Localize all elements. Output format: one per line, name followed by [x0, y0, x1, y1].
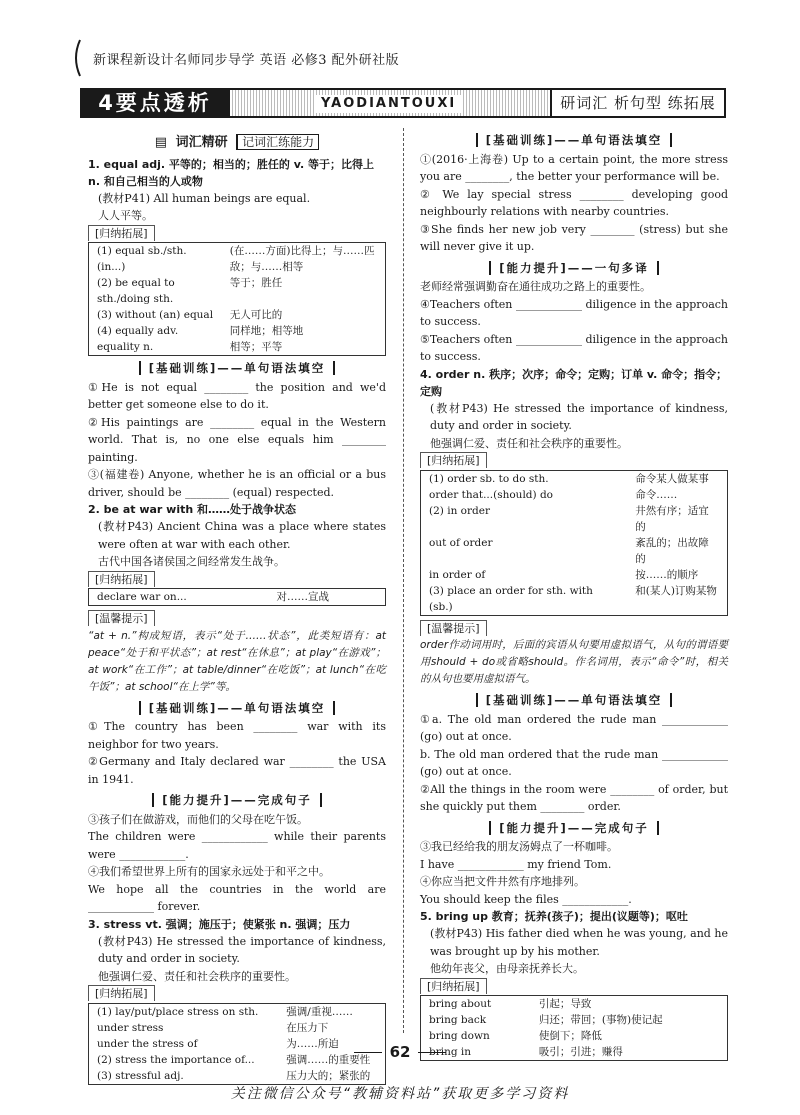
- train-heading: [420, 692, 728, 710]
- table-cell: equality n.: [97, 341, 154, 353]
- train-heading: [420, 260, 728, 278]
- exercise: ③She finds her new job very ________ (stress) but she will never give it up.: [420, 222, 728, 253]
- example-en: (教材P43) Ancient China was a place where states were often at war with each other.: [98, 520, 386, 551]
- decorative-curve: [70, 38, 84, 78]
- train-label: [基础训练]——单句语法填空: [139, 361, 336, 375]
- table-cell: 和(某人)订购某物: [635, 584, 717, 597]
- footer-note: 关注微信公众号“教辅资料站”获取更多学习资料: [230, 1086, 570, 1102]
- tag-label: [归纳拓展]: [88, 225, 155, 241]
- table-cell: 吸引；引进；赚得: [538, 1046, 623, 1058]
- example-en: (教材P43) He stressed the importance of kindness, duty and order in society.: [430, 401, 728, 432]
- train-heading: [88, 360, 386, 378]
- exercise: ③(福建卷) Anyone, whether he is an official or a bus driver, should be ________ (equal) respected.: [88, 468, 386, 499]
- exercise: ④Teachers often ____________ diligence in the approach to success.: [420, 297, 728, 328]
- exercise: ①He is not equal ________ the position and we'd better get someone else to do it.: [88, 380, 386, 411]
- exercise: You should keep the files ____________.: [420, 892, 632, 906]
- item-head: 2. be at war with 和……处于战争状态: [88, 503, 297, 516]
- item-head: 1. equal adj. 平等的；相当的；胜任的 v. 等于；比得上 n. 和自己相当的人或物: [88, 157, 375, 188]
- table-cell: (3) place an order for sth. with (sb.): [429, 584, 593, 613]
- item-equal: [88, 156, 386, 502]
- exercise: ② We lay special stress ________ developing good neighbourly relations with nearby countries.: [420, 187, 728, 218]
- page-number: 62: [0, 1044, 800, 1062]
- book-icon: ▤: [154, 135, 168, 150]
- section-subtitle: 记词汇练能力: [236, 134, 319, 150]
- item-head: 5. bring up 教育；抚养(孩子)；提出(议题等)；呕吐: [420, 910, 688, 923]
- exercise: ④你应当把文件井然有序地排列。: [420, 875, 585, 888]
- table-cell: (在……方面)比得上；与……匹敌；与……相等: [229, 245, 375, 273]
- table-cell: 对……宣战: [276, 591, 330, 603]
- exercise: ①a. The old man ordered the rude man ____________ (go) out at once.: [420, 712, 728, 743]
- example-cn: 古代中国各诸侯国之间经常发生战争。: [98, 555, 285, 568]
- example-cn: 人人平等。: [98, 209, 153, 222]
- item-order: [420, 366, 728, 909]
- expansion-table: [88, 242, 386, 356]
- exercise-cn: 老师经常强调勤奋在通往成功之路上的重要性。: [420, 280, 651, 293]
- table-cell: (3) without (an) equal: [97, 309, 214, 321]
- train-label: [能力提升]——完成句子: [489, 821, 659, 835]
- table-cell: (1) equal sb./sth. (in...): [97, 245, 187, 273]
- tag-label: [归纳拓展]: [420, 978, 487, 994]
- table-cell: 按……的顺序: [635, 568, 699, 581]
- train-label: [能力提升]——完成句子: [152, 793, 322, 807]
- exercise: ①(2016·上海卷) Up to a certain point, the more stress you are ________, the better your performance will be.: [420, 152, 728, 183]
- example-cn: 他强调仁爱、责任和社会秩序的重要性。: [430, 436, 628, 450]
- item-head: 3. stress vt. 强调；施压于；使紧张 n. 强调；压力: [88, 917, 351, 931]
- banner-subtitle: 研词汇 析句型 练拓展: [550, 88, 726, 118]
- table-cell: (2) stress the importance of...: [97, 1053, 255, 1066]
- train-heading: [88, 700, 386, 718]
- table-cell: 同样地；相等地: [229, 325, 304, 337]
- table-cell: 为……所迫: [286, 1037, 339, 1050]
- table-cell: 使倒下；降低: [538, 1030, 602, 1042]
- section-title: 词汇精研: [175, 135, 228, 150]
- table-cell: 相等；平等: [229, 341, 283, 353]
- table-cell: bring down: [429, 1030, 490, 1042]
- table-cell: order that...(should) do: [429, 488, 553, 501]
- section-banner: [80, 88, 726, 118]
- table-cell: 紊乱的；出故障的: [635, 536, 709, 565]
- table-cell: 在压力下: [286, 1021, 329, 1034]
- tip-text: order作动词用时，后面的宾语从句要用虚拟语气，从句的谓语要用should + do或省略should。作名词用，表示“命令”时，相关的从句也要用虚拟语气。: [420, 639, 728, 685]
- table-cell: in order of: [429, 568, 486, 581]
- train-label: [基础训练]——单句语法填空: [139, 701, 336, 715]
- table-cell: bring in: [429, 1046, 472, 1058]
- table-cell: 命令……: [635, 488, 678, 501]
- banner-pinyin: YAODIANTOUXI: [315, 95, 462, 113]
- train-heading: [420, 820, 728, 838]
- running-header: 新课程新设计名师同步导学 英语 必修3 配外研社版: [93, 53, 400, 68]
- table-cell: 命令某人做某事: [635, 472, 709, 485]
- table-cell: (1) order sb. to do sth.: [429, 472, 549, 485]
- train-heading: [88, 792, 386, 810]
- exercise: We hope all the countries in the world are ____________ forever.: [88, 882, 386, 913]
- table-cell: (4) equally adv.: [97, 325, 179, 337]
- example-en: (教材P43) His father died when he was young, and he was brought up by his mother.: [430, 927, 728, 958]
- item-bring-up: [420, 908, 728, 1061]
- tag-label: [归纳拓展]: [88, 571, 155, 587]
- right-column: [420, 128, 728, 1065]
- table-cell: 引起；导致: [538, 998, 592, 1010]
- banner-pinyin-strip: [230, 88, 550, 118]
- table-cell: (2) in order: [429, 504, 490, 517]
- example-cn: 他强调仁爱、责任和社会秩序的重要性。: [98, 969, 296, 983]
- example-cn: 他幼年丧父，由母亲抚养长大。: [430, 962, 584, 975]
- train-label: [能力提升]——一句多译: [489, 261, 659, 275]
- banner-title: 4要点透析: [80, 88, 230, 118]
- train-heading: [420, 132, 728, 150]
- section-heading: [88, 134, 386, 152]
- exercise: ③孩子们在做游戏，而他们的父母在吃午饭。: [88, 812, 308, 826]
- example-en: (教材P43) He stressed the importance of kindness, duty and order in society.: [98, 934, 386, 965]
- item-head: 4. order n. 秩序；次序；命令；定购；订单 v. 命令；指令；定购: [420, 367, 728, 398]
- tag-label: [归纳拓展]: [88, 985, 155, 1001]
- table-cell: (1) lay/put/place stress on sth.: [97, 1005, 259, 1018]
- train-label: [基础训练]——单句语法填空: [476, 133, 673, 147]
- table-cell: (2) be equal to sth./doing sth.: [97, 277, 175, 305]
- table-cell: under the stress of: [97, 1037, 198, 1050]
- left-column: [88, 128, 386, 1089]
- table-cell: out of order: [429, 536, 493, 549]
- tag-label: [归纳拓展]: [420, 452, 487, 468]
- table-cell: 强调……的重要性: [286, 1053, 371, 1066]
- exercise: b. The old man ordered that the rude man ____________ (go) out at once.: [420, 747, 728, 778]
- example-en: (教材P41) All human beings are equal.: [98, 191, 311, 205]
- exercise: ④我们希望世界上所有的国家永远处于和平之中。: [88, 865, 330, 878]
- exercise: I have ____________ my friend Tom.: [420, 857, 612, 871]
- expansion-table: [88, 588, 386, 606]
- table-cell: under stress: [97, 1021, 164, 1034]
- table-cell: 归还；带回；(事物)使记起: [538, 1014, 663, 1026]
- table-cell: 压力大的；紧张的: [286, 1069, 371, 1082]
- exercise: The children were ____________ while their parents were ____________.: [88, 830, 386, 861]
- exercise: ②All the things in the room were ________ of order, but she quickly put them ________ order.: [420, 782, 728, 813]
- table-cell: (3) stressful adj.: [97, 1069, 184, 1082]
- tag-label: [温馨提示]: [88, 610, 155, 626]
- expansion-table: [420, 470, 728, 616]
- exercise: ①The country has been ________ war with its neighbor for two years.: [88, 720, 386, 751]
- table-cell: 井然有序；适宜的: [635, 504, 709, 533]
- column-divider: [403, 128, 404, 1033]
- exercise: ②His paintings are ________ equal in the Western world. That is, no one else equals him ________ painting.: [88, 415, 386, 464]
- table-cell: bring about: [429, 998, 492, 1010]
- exercise: ②Germany and Italy declared war ________ the USA in 1941.: [88, 755, 386, 786]
- train-label: [基础训练]——单句语法填空: [476, 693, 673, 707]
- table-cell: bring back: [429, 1014, 487, 1026]
- tip-text: “at + n.”构成短语，表示“处于……状态”，此类短语有：at peace“处于和平状态”；at rest“在休息”；at play“在游戏”；at work“在工作”；at table/dinner“在吃饭”；at lunch“在吃午饭”；at school“在上学”等。: [88, 629, 386, 693]
- tag-label: [温馨提示]: [420, 620, 487, 636]
- exercise: ⑤Teachers often ____________ diligence in the approach to success.: [420, 332, 728, 363]
- item-at-war: [88, 501, 386, 916]
- table-cell: 等于；胜任: [229, 277, 283, 289]
- table-cell: declare war on...: [97, 591, 187, 603]
- exercise: ③我已经给我的朋友汤姆点了一杯咖啡。: [420, 840, 618, 853]
- table-cell: 无人可比的: [229, 309, 283, 321]
- table-cell: 强调/重视……: [286, 1005, 353, 1018]
